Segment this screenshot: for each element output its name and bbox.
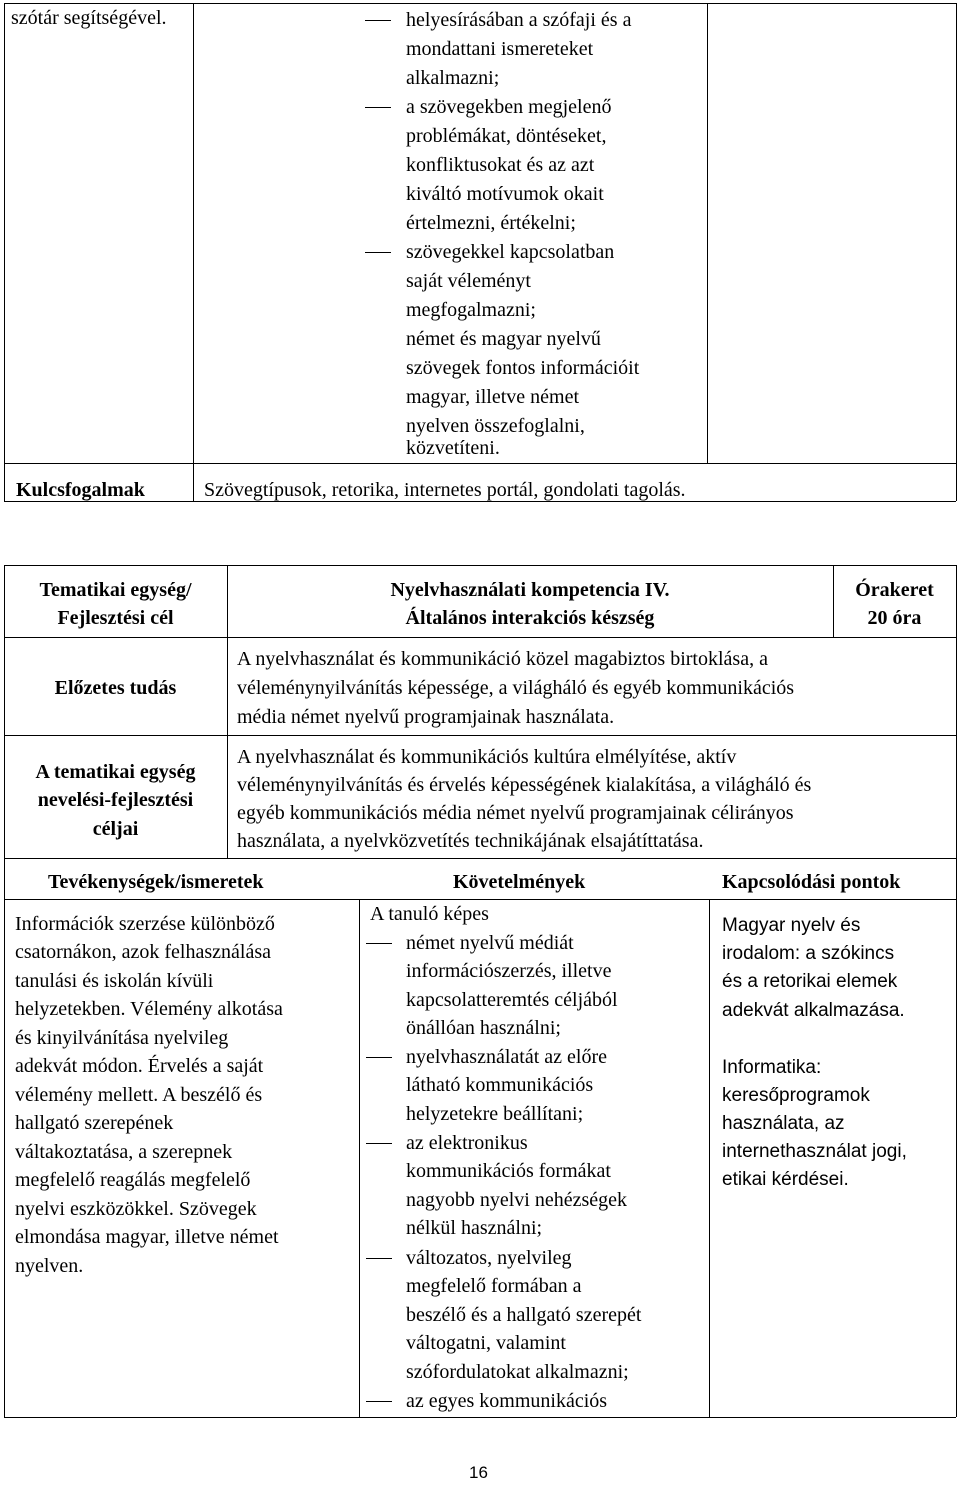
col2-b4-line-1: változatos, nyelvileg — [406, 1247, 572, 1269]
col1-line-8: hallgató szerepének — [15, 1112, 174, 1134]
kulcsfogalmak-label: Kulcsfogalmak — [16, 479, 145, 501]
col2-b3-line-3: nagyobb nyelvi nehézségek — [406, 1189, 628, 1211]
col3-b1-line-3: és a retorikai elemek — [722, 971, 898, 992]
col2-header: Követelmények — [453, 871, 586, 893]
goals-label-line-2: nevelési-fejlesztési — [37, 789, 194, 811]
unit-table-row-divider-1 — [4, 637, 956, 638]
top-bullet-2-line-2: problémákat, döntéseket, — [406, 125, 607, 147]
col1-line-6: adekvát módon. Érvelés a saját — [15, 1055, 264, 1077]
top-plain-line-4: nyelven összefoglalni, — [406, 415, 585, 437]
top-table-border-right — [956, 3, 957, 501]
top-bullet-1-line-3: alkalmazni; — [406, 67, 500, 89]
top-plain-line-3: magyar, illetve német — [406, 386, 580, 408]
col2-b1-line-2: információszerzés, illetve — [406, 960, 612, 982]
col1-line-3: tanulási és iskolán kívüli — [15, 970, 214, 992]
col1-line-4: helyzetekben. Vélemény alkotása — [15, 998, 283, 1020]
col2-b4-line-3: beszélő és a hallgató szerepét — [406, 1304, 642, 1326]
unit-table-row-divider-3 — [4, 858, 956, 859]
col3-b2-line-2: keresőprogramok — [722, 1085, 870, 1106]
top-bullet-3-line-1: szövegekkel kapcsolatban — [406, 241, 615, 263]
prior-text-line-2: véleménynyilvánítás képessége, a világháló és egyéb kommunikációs — [237, 677, 795, 699]
top-bullet-2-line-3: konfliktusokat és az azt — [406, 154, 595, 176]
header-title-line-2: Általános interakciós készség — [405, 607, 655, 629]
col-divider-2 — [709, 899, 710, 1417]
unit-table-row-divider-2 — [4, 735, 956, 736]
col2-b1-line-3: kapcsolatteremtés céljából — [406, 989, 618, 1011]
prior-text-line-3: média német nyelvű programjainak használata. — [237, 706, 615, 728]
header-right-line-2: 20 óra — [867, 607, 922, 629]
col2-b5-line-1: az egyes kommunikációs — [406, 1390, 608, 1412]
col2-b2-line-2: látható kommunikációs — [406, 1074, 594, 1096]
top-bullet-3-line-2: saját véleményt — [406, 270, 531, 292]
dash-bullet — [366, 1401, 392, 1402]
col1-line-2: csatornákon, azok felhasználása — [15, 941, 271, 963]
top-bullet-2-line-1: a szövegekben megjelenő — [406, 96, 612, 118]
col3-b2-line-5: etikai kérdései. — [722, 1169, 849, 1190]
col2-b3-line-4: nélkül használni; — [406, 1217, 543, 1239]
col2-b3-line-2: kommunikációs formákat — [406, 1160, 611, 1182]
col1-line-9: váltakoztatása, a szerepnek — [15, 1141, 233, 1163]
kulcsfogalmak-value: Szövegtípusok, retorika, internetes portál, gondolati tagolás. — [204, 479, 686, 501]
dash-bullet — [365, 20, 391, 21]
top-left-text: szótár segítségével. — [11, 7, 167, 29]
col3-b1-line-1: Magyar nyelv és — [722, 915, 861, 936]
col3-b2-line-1: Informatika: — [722, 1057, 822, 1078]
top-bullet-3-line-3: megfogalmazni; — [406, 299, 536, 321]
col3-b1-line-2: irodalom: a szókincs — [722, 943, 895, 964]
dash-bullet — [366, 1258, 392, 1259]
col3-b2-line-4: internethasználat jogi, — [722, 1141, 907, 1162]
col1-line-7: vélemény mellett. A beszélő és — [15, 1084, 263, 1106]
dash-bullet — [366, 1057, 392, 1058]
unit-table-border-right — [956, 565, 957, 1417]
col1-line-1: Információk szerzése különböző — [15, 913, 275, 935]
prior-text-line-1: A nyelvhasználat és kommunikáció közel magabiztos birtoklása, a — [237, 648, 768, 670]
goals-text-line-2: véleménynyilvánítás és érvelés képességének kialakítása, a világháló és — [237, 774, 812, 796]
col2-b2-line-3: helyzetekre beállítani; — [406, 1103, 584, 1125]
col2-b1-line-4: önállóan használni; — [406, 1017, 561, 1039]
col3-b2-line-3: használata, az — [722, 1113, 845, 1134]
col3-header: Kapcsolódási pontok — [722, 871, 901, 893]
dash-bullet — [366, 943, 392, 944]
col2-intro: A tanuló képes — [370, 903, 489, 925]
col2-b3-line-1: az elektronikus — [406, 1132, 528, 1154]
col1-line-10: megfelelő reagálás megfelelő — [15, 1169, 251, 1191]
col2-b4-line-2: megfelelő formában a — [406, 1275, 582, 1297]
header-title-line-1: Nyelvhasználati kompetencia IV. — [390, 579, 670, 601]
col2-b4-line-5: szófordulatokat alkalmazni; — [406, 1361, 629, 1383]
goals-text-line-1: A nyelvhasználat és kommunikációs kultúra elmélyítése, aktív — [237, 746, 737, 768]
top-table-col-divider — [193, 3, 194, 501]
unit-table-border-bottom — [4, 1417, 956, 1418]
goals-label-line-3: céljai — [92, 818, 139, 840]
header-left-line-1: Tematikai egység/ — [39, 579, 192, 601]
top-plain-line-1: német és magyar nyelvű — [406, 328, 601, 350]
col1-line-13: nyelven. — [15, 1255, 84, 1277]
dash-bullet — [366, 1143, 392, 1144]
col2-b1-line-1: német nyelvű médiát — [406, 932, 574, 954]
col1-line-12: elmondása magyar, illetve német — [15, 1226, 279, 1248]
unit-table-border-top — [4, 565, 956, 566]
col1-line-5: és kinyilvánítása nyelvileg — [15, 1027, 229, 1049]
col-divider-1 — [359, 899, 360, 1417]
top-plain-line-2: szövegek fontos információit — [406, 357, 640, 379]
top-bullet-1-line-2: mondattani ismereteket — [406, 38, 594, 60]
goals-text-line-4: használata, a nyelvközvetítés technikájának elsajátíttatása. — [237, 830, 704, 852]
header-right-line-1: Órakeret — [855, 579, 934, 601]
header-left-line-2: Fejlesztési cél — [57, 607, 174, 629]
dash-bullet — [365, 107, 391, 108]
top-plain-line-5: közvetíteni. — [406, 437, 500, 459]
prior-label: Előzetes tudás — [54, 677, 177, 699]
top-table-inner-divider — [707, 3, 708, 463]
col1-header: Tevékenységek/ismeretek — [48, 871, 264, 893]
col2-b2-line-1: nyelvhasználatát az előre — [406, 1046, 607, 1068]
top-bullet-2-line-4: kiváltó motívumok okait — [406, 183, 604, 205]
dash-bullet — [365, 252, 391, 253]
col2-b4-line-4: váltogatni, valamint — [406, 1332, 566, 1354]
top-bullet-1-line-1: helyesírásában a szófaji és a — [406, 9, 632, 31]
top-table-row-divider — [4, 463, 956, 464]
top-table-border-left — [4, 3, 5, 501]
goals-label-line-1: A tematikai egység — [35, 761, 196, 783]
top-bullet-2-line-5: értelmezni, értékelni; — [406, 212, 576, 234]
col1-line-11: nyelvi eszközökkel. Szövegek — [15, 1198, 257, 1220]
goals-text-line-3: egyéb kommunikációs média német nyelvű programjainak célirányos — [237, 802, 794, 824]
page-number: 16 — [469, 1463, 488, 1482]
col3-b1-line-4: adekvát alkalmazása. — [722, 1000, 905, 1021]
